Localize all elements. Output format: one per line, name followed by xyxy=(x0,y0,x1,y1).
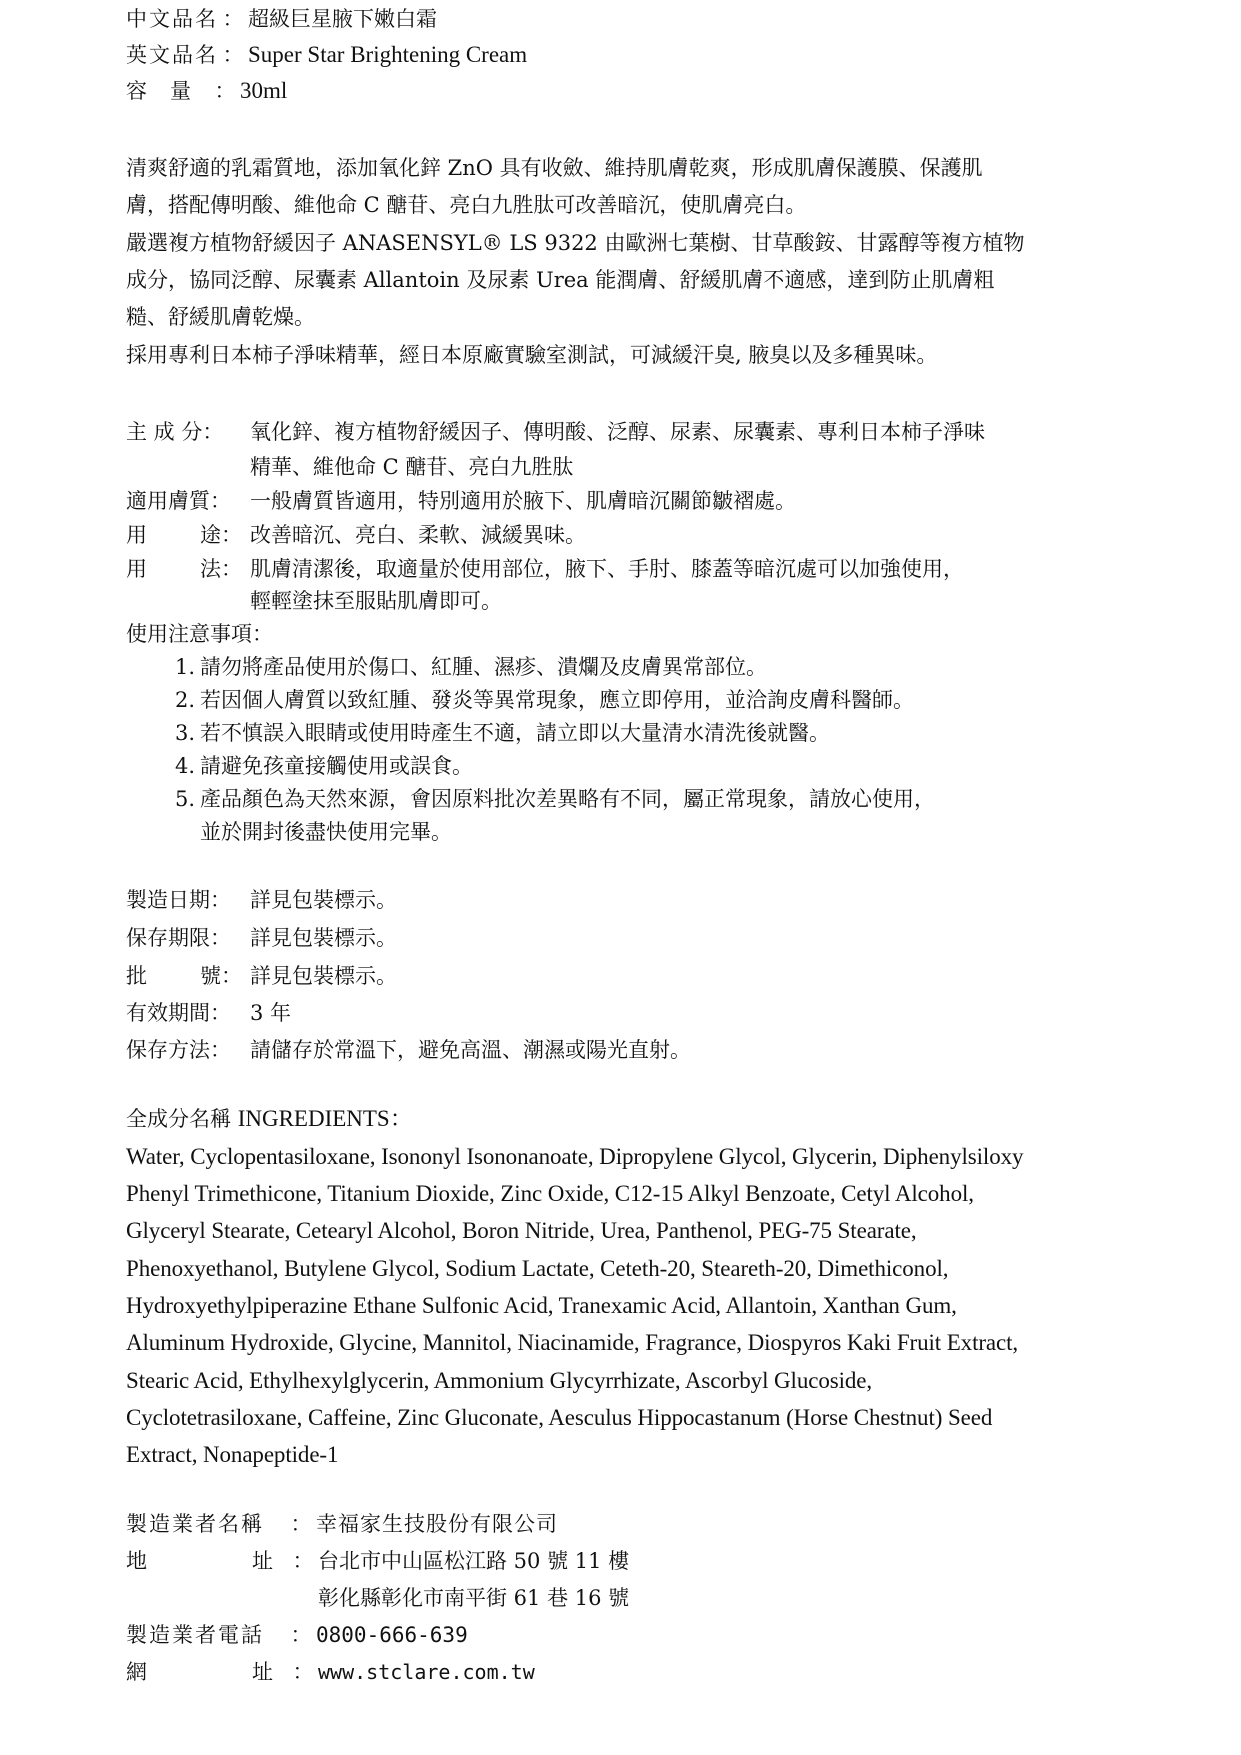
precaution-number: 1. xyxy=(175,655,196,679)
expiry-label: 保存期限： xyxy=(126,926,231,950)
separator: ： xyxy=(222,43,244,67)
batch-row xyxy=(126,962,397,990)
cn-name-row xyxy=(126,5,437,33)
address-value: 台北市中山區松江路 50 號 11 樓 xyxy=(318,1549,630,1573)
en-name-row xyxy=(126,41,527,69)
storage-method-label: 保存方法： xyxy=(126,1038,231,1062)
precaution-number: 2. xyxy=(175,688,196,712)
purpose-value: 改善暗沉、亮白、柔軟、減緩異味。 xyxy=(250,523,586,547)
storage-method-value: 請儲存於常溫下，避免高溫、潮濕或陽光直射。 xyxy=(250,1038,691,1062)
precaution-item xyxy=(175,785,935,813)
skin-type-value: 一般膚質皆適用，特別適用於腋下、肌膚暗沉關節皺褶處。 xyxy=(250,489,796,513)
phone-label: 製造業者電話 xyxy=(126,1623,264,1647)
batch-label-a: 批 xyxy=(126,964,147,988)
website-label-b: 址 xyxy=(252,1660,273,1684)
ingredients-line: Extract, Nonapeptide-1 xyxy=(126,1442,339,1467)
description-line: 糙、舒緩肌膚乾燥。 xyxy=(126,305,315,329)
precaution-text: 請避免孩童接觸使用或誤食。 xyxy=(200,754,473,778)
separator: ： xyxy=(290,1512,312,1536)
skin-type-label: 適用膚質： xyxy=(126,489,231,513)
address-label-b: 址 xyxy=(252,1549,273,1573)
ingredients-line: Aluminum Hydroxide, Glycine, Mannitol, Niacinamide, Fragrance, Diospyros Kaki Fruit Extract, xyxy=(126,1330,1019,1355)
description-line: 採用專利日本柿子淨味精華，經日本原廠實驗室測試，可減緩汗臭, 腋臭以及多種異味。 xyxy=(126,343,938,367)
phone-value: 0800-666-639 xyxy=(316,1623,468,1647)
usage-cont: 輕輕塗抹至服貼肌膚即可。 xyxy=(250,589,502,613)
ingredients-title xyxy=(126,1105,413,1133)
purpose-label-b: 途： xyxy=(200,523,242,547)
validity-label: 有效期間： xyxy=(126,1001,231,1025)
ingredients-line: Phenoxyethanol, Butylene Glycol, Sodium Lactate, Ceteth-20, Steareth-20, Dimethiconol, xyxy=(126,1256,949,1281)
precaution-item xyxy=(175,719,830,747)
storage-method-row xyxy=(126,1036,691,1064)
description-line: 成分，協同泛醇、尿囊素 Allantoin 及尿素 Urea 能潤膚、舒緩肌膚不適感，達到防止肌膚粗 xyxy=(126,268,995,292)
main-ingredients-label: 主 成 分： xyxy=(126,420,224,444)
volume-label-a: 容 xyxy=(126,79,147,103)
usage-row xyxy=(126,555,964,583)
ingredients-line: Phenyl Trimethicone, Titanium Dioxide, Zinc Oxide, C12-15 Alkyl Benzoate, Cetyl Alcohol, xyxy=(126,1181,974,1206)
cn-name-label: 中文品名 xyxy=(126,7,218,31)
manufacturer-name-label: 製造業者名稱 xyxy=(126,1512,264,1536)
volume-label-b: 量 xyxy=(170,79,191,103)
ingredients-title-cn: 全成分名稱 xyxy=(126,1107,238,1131)
main-ingredients-cont: 精華、維他命 C 醣苷、亮白九胜肽 xyxy=(250,455,574,479)
separator: ： xyxy=(222,7,244,31)
precaution-number: 4. xyxy=(175,754,196,778)
precaution-text: 若不慎誤入眼睛或使用時產生不適，請立即以大量清水清洗後就醫。 xyxy=(200,721,830,745)
main-ingredients-row xyxy=(126,418,985,446)
precaution-number: 5. xyxy=(175,787,196,811)
address-label-a: 地 xyxy=(126,1549,147,1573)
volume-row xyxy=(126,77,287,105)
validity-row xyxy=(126,999,291,1027)
skin-type-row xyxy=(126,487,796,515)
manufacturer-name-row xyxy=(126,1510,558,1538)
phone-row xyxy=(126,1621,468,1649)
purpose-row xyxy=(126,521,586,549)
ingredients-line: Stearic Acid, Ethylhexylglycerin, Ammonium Glycyrrhizate, Ascorbyl Glucoside, xyxy=(126,1368,873,1393)
description-line: 清爽舒適的乳霜質地，添加氧化鋅 ZnO 具有收斂、維持肌膚乾爽，形成肌膚保護膜、保護肌 xyxy=(126,156,983,180)
en-name-value: Super Star Brightening Cream xyxy=(248,42,528,67)
manufacturer-name-value: 幸福家生技股份有限公司 xyxy=(316,1512,558,1536)
description-line: 膚，搭配傳明酸、維他命 C 醣苷、亮白九胜肽可改善暗沉，使肌膚亮白。 xyxy=(126,193,807,217)
website-label-a: 網 xyxy=(126,1660,147,1684)
precaution-text: 產品顏色為天然來源，會因原料批次差異略有不同，屬正常現象，請放心使用， xyxy=(200,787,935,811)
precaution-text-cont: 並於開封後盡快使用完畢。 xyxy=(200,820,452,844)
precaution-number: 3. xyxy=(175,721,196,745)
separator: ： xyxy=(214,79,236,103)
validity-value: 3 年 xyxy=(250,1001,292,1025)
expiry-row xyxy=(126,924,397,952)
ingredients-line: Glyceryl Stearate, Cetearyl Alcohol, Boron Nitride, Urea, Panthenol, PEG-75 Stearate, xyxy=(126,1218,917,1243)
ingredients-line: Hydroxyethylpiperazine Ethane Sulfonic Acid, Tranexamic Acid, Allantoin, Xanthan Gum, xyxy=(126,1293,957,1318)
en-name-label: 英文品名 xyxy=(126,43,218,67)
precaution-item xyxy=(175,752,473,780)
usage-label-a: 用 xyxy=(126,557,147,581)
usage-label-b: 法： xyxy=(200,557,242,581)
batch-value: 詳見包裝標示。 xyxy=(250,964,397,988)
precaution-item xyxy=(175,686,914,714)
precaution-text: 請勿將產品使用於傷口、紅腫、濕疹、潰爛及皮膚異常部位。 xyxy=(200,655,767,679)
precaution-item xyxy=(175,653,767,681)
separator: ： xyxy=(292,1660,314,1684)
website-row xyxy=(126,1658,535,1686)
separator: ： xyxy=(292,1549,314,1573)
separator: ： xyxy=(290,1623,312,1647)
mfg-date-label: 製造日期： xyxy=(126,888,231,912)
address-row xyxy=(126,1547,629,1575)
description-line: 嚴選複方植物舒緩因子 ANASENSYL® LS 9322 由歐洲七葉樹、甘草酸銨、甘露醇等複方植物 xyxy=(126,231,1025,255)
usage-value: 肌膚清潔後，取適量於使用部位，腋下、手肘、膝蓋等暗沉處可以加強使用， xyxy=(250,557,964,581)
ingredients-line: Water, Cyclopentasiloxane, Isononyl Isononanoate, Dipropylene Glycol, Glycerin, Diphenylsiloxy xyxy=(126,1144,1024,1169)
volume-value: 30ml xyxy=(240,78,288,103)
website-value: www.stclare.com.tw xyxy=(318,1660,535,1684)
address-cont: 彰化縣彰化市南平街 61 巷 16 號 xyxy=(318,1586,630,1610)
purpose-label-a: 用 xyxy=(126,523,147,547)
expiry-value: 詳見包裝標示。 xyxy=(250,926,397,950)
mfg-date-value: 詳見包裝標示。 xyxy=(250,888,397,912)
ingredients-title-en: INGREDIENTS： xyxy=(237,1106,413,1131)
mfg-date-row xyxy=(126,886,397,914)
precaution-text: 若因個人膚質以致紅腫、發炎等異常現象，應立即停用，並洽詢皮膚科醫師。 xyxy=(200,688,914,712)
ingredients-line: Cyclotetrasiloxane, Caffeine, Zinc Gluconate, Aesculus Hippocastanum (Horse Chestnut) Seed xyxy=(126,1405,993,1430)
precautions-title: 使用注意事項： xyxy=(126,622,273,646)
cn-name-value: 超級巨星腋下嫩白霜 xyxy=(248,7,437,31)
batch-label-b: 號： xyxy=(200,964,242,988)
main-ingredients-value: 氧化鋅、複方植物舒緩因子、傳明酸、泛醇、尿素、尿囊素、專利日本柿子淨味 xyxy=(250,420,985,444)
